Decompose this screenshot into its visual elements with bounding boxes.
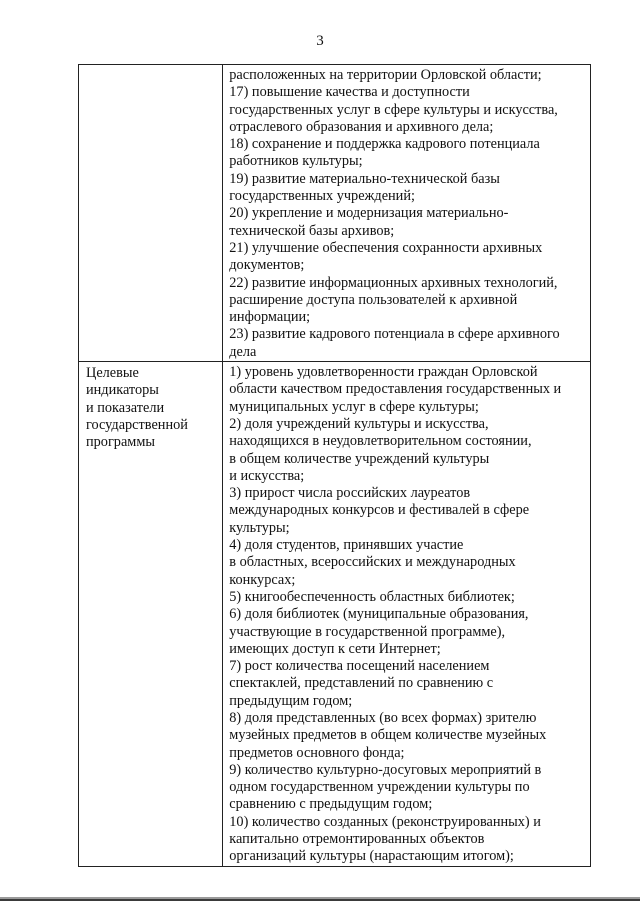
text-line: 9) количество культурно-досуговых мероприятий в — [229, 761, 542, 778]
text-line: отраслевого образования и архивного дела; — [229, 118, 494, 135]
row-label-line: программы — [86, 434, 156, 451]
page-number: 3 — [316, 33, 324, 49]
row-label-line: государственной — [86, 416, 188, 433]
text-line: предметов основного фонда; — [229, 744, 405, 761]
text-line: культуры; — [229, 519, 290, 536]
text-line: 22) развитие информационных архивных технологий, — [229, 274, 558, 291]
text-line: государственных услуг в сфере культуры и искусства, — [229, 101, 558, 118]
text-line: имеющих доступ к сети Интернет; — [229, 640, 441, 657]
text-line: 21) улучшение обеспечения сохранности архивных — [229, 239, 543, 256]
row-label-line: и показатели — [86, 399, 165, 416]
text-line: 18) сохранение и поддержка кадрового потенциала — [229, 136, 540, 153]
row-label-cell — [79, 65, 223, 362]
text-line: участвующие в государственной программе), — [229, 623, 506, 640]
text-line: спектаклей, представлений по сравнению с — [229, 675, 494, 692]
text-line: дела — [229, 343, 257, 360]
text-line: документов; — [229, 257, 305, 274]
row-label-line: Целевые — [86, 365, 139, 382]
text-line: 10) количество созданных (реконструированных) и — [229, 813, 541, 830]
text-line: сравнению с предыдущим годом; — [229, 796, 433, 813]
row-label-line: индикаторы — [86, 382, 159, 399]
text-line: расширение доступа пользователей к архивной — [229, 291, 518, 308]
text-line: конкурсах; — [229, 571, 296, 588]
page-bottom-edge-shadow — [0, 899, 640, 901]
text-line: предыдущим годом; — [229, 692, 353, 709]
text-line: работников культуры; — [229, 153, 363, 170]
text-line: информации; — [229, 309, 311, 326]
text-line: международных конкурсов и фестивалей в сфере — [229, 502, 530, 519]
text-line: 1) уровень удовлетворенности граждан Орловской — [229, 364, 538, 381]
text-line: 19) развитие материально-технической базы — [229, 170, 500, 187]
text-line: 7) рост количества посещений населением — [229, 658, 490, 675]
text-line: 3) прирост числа российских лауреатов — [229, 485, 471, 502]
text-line: государственных учреждений; — [229, 188, 415, 205]
text-line: 23) развитие кадрового потенциала в сфере архивного — [229, 326, 560, 343]
program-passport-table — [78, 64, 591, 867]
text-line: организаций культуры (нарастающим итогом); — [229, 848, 514, 865]
text-line: музейных предметов в общем количестве музейных — [229, 727, 547, 744]
text-line: технической базы архивов; — [229, 222, 395, 239]
row-content-cell — [223, 65, 591, 362]
text-line: находящихся в неудовлетворительном состоянии, — [229, 433, 532, 450]
row-content-cell — [223, 362, 591, 867]
text-line: 17) повышение качества и доступности — [229, 84, 470, 101]
text-line: 8) доля представленных (во всех формах) зрителю — [229, 709, 537, 726]
text-line: в областных, всероссийских и международных — [229, 554, 516, 571]
table-row — [79, 65, 591, 362]
text-line: области качеством предоставления государственных и — [229, 381, 562, 398]
text-line: муниципальных услуг в сфере культуры; — [229, 398, 479, 415]
text-line: одном государственном учреждении культуры по — [229, 779, 530, 796]
table-row — [79, 362, 591, 867]
text-line: 6) доля библиотек (муниципальные образования, — [229, 606, 529, 623]
text-line: 20) укрепление и модернизация материально- — [229, 205, 509, 222]
text-line: 4) доля студентов, принявших участие — [229, 537, 464, 554]
text-line: капитально отремонтированных объектов — [229, 831, 485, 848]
text-line: 5) книгообеспеченность областных библиотек; — [229, 588, 515, 605]
text-line: в общем количестве учреждений культуры — [229, 450, 490, 467]
text-line: и искусства; — [229, 467, 305, 484]
row-label-cell — [79, 362, 223, 867]
text-line: расположенных на территории Орловской области; — [229, 67, 542, 83]
text-line: 2) доля учреждений культуры и искусства, — [229, 415, 489, 432]
